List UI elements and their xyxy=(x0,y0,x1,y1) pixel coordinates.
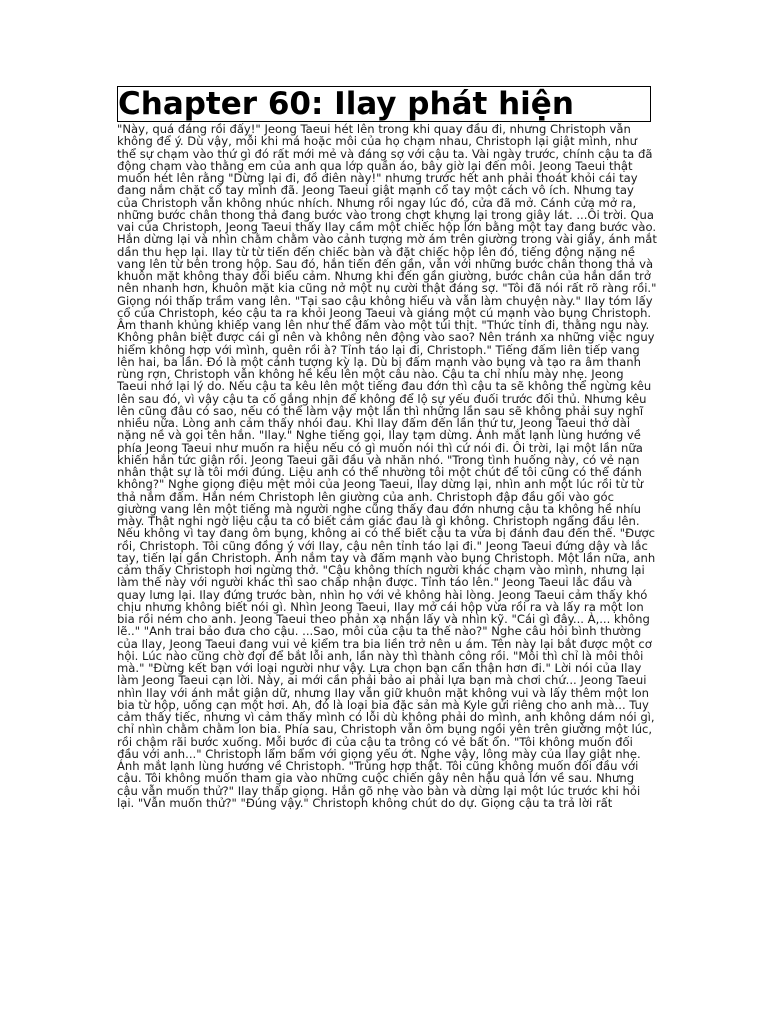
chapter-body: "Này, quá đáng rồi đấy!" Jeong Taeui hét lên trong khi quay đầu đi, nhưng Christoph vẫn không để ý. Dù vậy, mỗi khi má hoặc môi của họ chạm nhau, Christoph lại giật mình, như thể sự chạm vào thứ gì đó rất mới mẻ và đáng sợ với cậu ta. Vài ngày trước, chính cậu ta đã động chạm vào thằng em của anh qua lớp quần áo, bây giờ lại đến môi. Jeong Taeui thật muốn hét lên rằng "Dừng lại đi, đồ điên này!" nhưng trước hết anh phải thoát khỏi cái tay đang nắm chặt cổ tay mình đã. Jeong Taeui giật mạnh cổ tay một cách vô ích. Nhưng tay của Christoph vẫn không nhúc nhích. Nhưng rồi ngay lúc đó, cửa đã mở. Cánh cửa mở ra, những bước chân thong thả đang bước vào trong chợt khựng lại trong giây lát. ...Ôi trời. Qua vai của Christoph, Jeong Taeui thấy Ilay cầm một chiếc hộp lớn bằng một tay đang bước vào. Hắn dừng lại và nhìn chằm chằm vào cảnh tượng mờ ám trên giường trong vài giây, ánh mắt dần thu hẹp lại. Ilay từ từ tiến đến chiếc bàn và đặt chiếc hộp lên đó, tiếng động nặng nề vang lên từ bên trong hộp. Sau đó, hắn tiến đến gần, vẫn với những bước chân thong thả và khuôn mặt không thay đổi biểu cảm. Nhưng khi đến gần giường, bước chân của hắn dần trở nên nhanh hơn, khuôn mặt kia cũng nở một nụ cười thật đáng sợ. "Tôi đã nói rất rõ ràng rồi." Giọng nói thấp trầm vang lên. "Tại sao cậu không hiểu và vẫn làm chuyện này." Ilay tóm lấy cổ của Christoph, kéo cậu ta ra khỏi Jeong Taeui và giáng một cú mạnh vào bụng Christoph. Âm thanh khủng khiếp vang lên như thể đấm vào một túi thịt. "Thức tỉnh đi, thằng ngu này. Không phân biệt được cái gì nên và không nên động vào sao? Nên tránh xa những việc nguy hiểm không hợp với mình, quên rồi à? Tỉnh táo lại đi, Christoph." Tiếng đấm liên tiếp vang lên hai, ba lần. Đó là một cảnh tượng kỳ lạ. Dù bị đấm mạnh vào bụng và tạo ra âm thanh rùng rợn, Christoph vẫn không hề kêu lên một câu nào. Cậu ta chỉ nhíu mày nhẹ. Jeong Taeui nhớ lại lý do. Nếu cậu ta kêu lên một tiếng đau đớn thì cậu ta sẽ không thể ngừng kêu lên sau đó, vì vậy cậu ta cố gắng nhịn để không để lộ sự yếu đuối trước đối thủ. Nhưng kêu lên cũng đâu có sao, nếu có thể làm vậy một lần thì những lần sau sẽ không phải suy nghĩ nhiều nữa. Lòng anh cảm thấy nhói đau. Khi Ilay đấm đến lần thứ tư, Jeong Taeui thở dài nặng nề và gọi tên hắn. "Ilay." Nghe tiếng gọi, Ilay tạm dừng. Ánh mắt lạnh lùng hướng về phía Jeong Taeui như muốn ra hiệu nếu có gì muốn nói thì cứ nói đi. Ôi trời, lại một lần nữa khiến hắn tức giận rồi. Jeong Taeui gãi đầu và nhăn nhó. "Trong tình huống này, có vẻ nạn nhân thật sự là tôi mới đúng. Liệu anh có thể nhường tôi một chút để tôi cũng có thể đánh không?" Nghe giọng điệu mệt mỏi của Jeong Taeui, Ilay dừng lại, nhìn anh một lúc rồi từ từ thả nắm đấm. Hắn ném Christoph lên giường của anh. Christoph đập đầu gối vào góc giường vang lên một tiếng mà người nghe cũng thấy đau đớn nhưng cậu ta không hề nhíu mày. Thật nghi ngờ liệu cậu ta có biết cảm giác đau là gì không. Christoph ngẩng đầu lên. Nếu không vì tay đang ôm bụng, không ai có thể biết cậu ta vừa bị đánh đau đến thế. "Được rồi, Christoph. Tôi cũng đồng ý với Ilay, cậu nên tỉnh táo lại đi." Jeong Taeui đứng dậy và lắc tay, tiến lại gần Christoph. Anh nắm tay và đấm mạnh vào bụng Christoph. Một lần nữa, anh cảm thấy Christoph hơi ngừng thở. "Cậu không thích người khác chạm vào mình, nhưng lại làm thế này với người khác thì sao chấp nhận được. Tỉnh táo lên." Jeong Taeui lắc đầu và quay lưng lại. Ilay đứng trước bàn, nhìn họ với vẻ không hài lòng. Jeong Taeui cảm thấy khó chịu nhưng không biết nói gì. Nhìn Jeong Taeui, Ilay mở cái hộp vừa rồi ra và lấy ra một lon bia rồi ném cho anh. Jeong Taeui theo phản xạ nhận lấy và nhìn kỹ. "Cái gì đây... À,... không lẽ.." "Anh trai bảo đưa cho cậu. ...Sao, môi của cậu ta thế nào?" Nghe câu hỏi bình thường của Ilay, Jeong Taeui đang vui vẻ kiểm tra bia liền trở nên u ám. Tên này lại bắt được một cơ hội. Lúc nào cũng chờ đợi để bắt lỗi anh, lần này thì thành công rồi. "Môi thì chỉ là môi thôi mà." "Đừng kết bạn với loại người như vậy. Lựa chọn bạn cẩn thận hơn đi." Lời nói của Ilay làm Jeong Taeui cạn lời. Này, ai mới cần phải bảo ai phải lựa bạn mà chơi chứ... Jeong Taeui nhìn Ilay với ánh mắt giận dữ, nhưng Ilay vẫn giữ khuôn mặt không vui và lấy thêm một lon bia từ hộp, uống cạn một hơi. Ah, đó là loại bia đặc sản mà Kyle gửi riêng cho anh mà... Tuy cảm thấy tiếc, nhưng vì cảm thấy mình có lỗi dù không phải do mình, anh không dám nói gì, chỉ nhìn chằm chằm lon bia. Phía sau, Christoph vẫn ôm bụng ngồi yên trên giường một lúc, rồi chậm rãi bước xuống. Mỗi bước đi của cậu ta trông có vẻ bất ổn. "Tôi không muốn đối đầu với anh..." Christoph lẩm bẩm với giọng yếu ớt. Nghe vậy, lông mày của Ilay giật nhẹ. Ánh mắt lạnh lùng hướng về Christoph. "Trùng hợp thật. Tôi cũng không muốn đối đầu với cậu. Tôi không muốn tham gia vào những cuộc chiến gây nên hậu quả lớn về sau. Nhưng cậu vẫn muốn thử?" Ilay thấp giọng. Hắn gõ nhẹ vào bàn và dừng lại một lúc trước khi hỏi lại. "Vẫn muốn thử?" "Đúng vậy." Christoph không chút do dự. Giọng cậu ta trả lời rất xyxy=(117,123,657,810)
document-page xyxy=(117,86,657,1018)
title-box xyxy=(117,86,651,122)
chapter-title: Chapter 60: Ilay phát hiện xyxy=(118,86,574,122)
